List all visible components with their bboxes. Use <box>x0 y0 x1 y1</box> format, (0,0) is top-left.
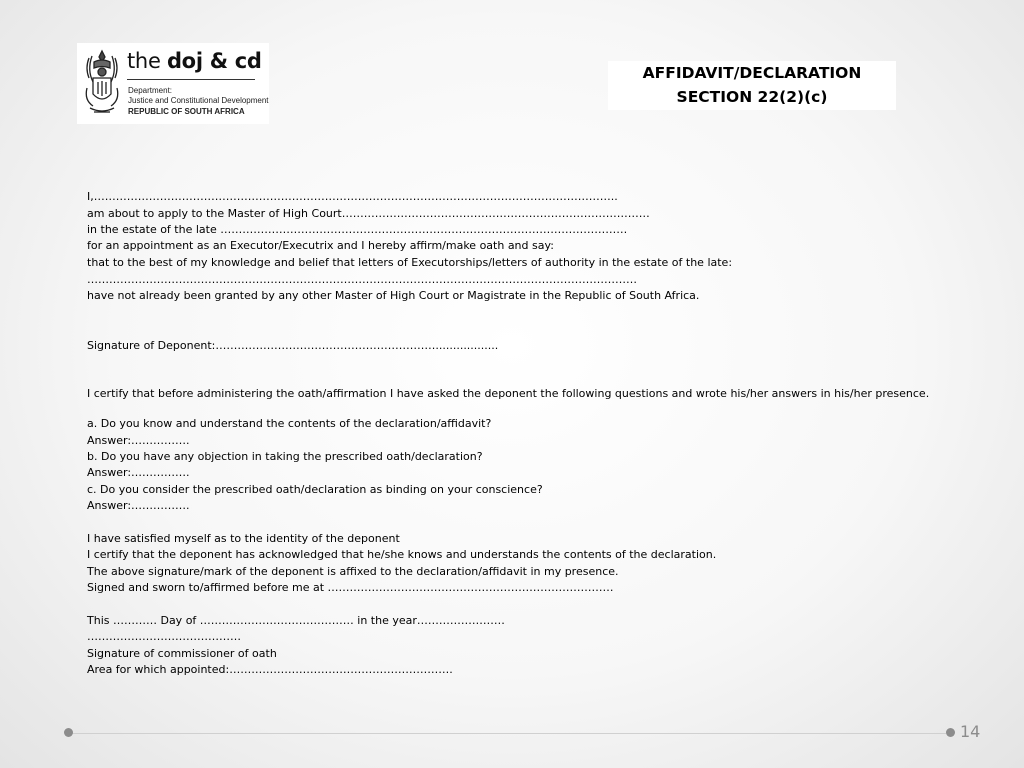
not-granted-line: have not already been granted by any other Master of High Court or Magistrate in the Republic of South Africa. <box>87 289 700 302</box>
logo-title: the doj & cd <box>127 49 262 73</box>
deponent-signature-line: Signature of Deponent:…………………………………………………….................. <box>87 339 499 352</box>
deponent-name-line: I,…………………………………………………………………………………………………………………………….. <box>87 190 618 203</box>
logo-divider <box>127 79 255 80</box>
identity-line: I have satisfied myself as to the identity of the deponent <box>87 532 400 545</box>
signed-sworn-line: Signed and sworn to/affirmed before me at …………………………………………………………………… <box>87 581 614 594</box>
footer-bullet-right-icon <box>946 728 955 737</box>
commissioner-label: Signature of commissioner of oath <box>87 647 277 660</box>
document-heading <box>608 61 896 110</box>
answer-c: Answer:……………. <box>87 499 190 512</box>
answer-a: Answer:……………. <box>87 434 190 447</box>
belief-line: that to the best of my knowledge and belief that letters of Executorships/letters of authority in the estate of the late: <box>87 256 733 269</box>
question-a: a. Do you know and understand the contents of the declaration/affidavit? <box>87 417 492 430</box>
doj-logo <box>77 43 269 124</box>
page-number: 14 <box>960 722 981 741</box>
master-court-line: am about to apply to the Master of High Court………………………………………………………………………… <box>87 207 650 220</box>
logo-country: REPUBLIC OF SOUTH AFRICA <box>128 107 245 116</box>
area-appointed-line: Area for which appointed:……………………………………………………. <box>87 663 453 676</box>
heading-section: SECTION 22(2)(c) <box>676 88 828 106</box>
footer-divider <box>72 733 946 734</box>
heading-title: AFFIDAVIT/DECLARATION <box>642 64 862 82</box>
certify-statement: I certify that before administering the oath/affirmation I have asked the deponent the following questions and wrote his/her answers in his/her presence. <box>87 387 930 400</box>
logo-department-label: Department: <box>128 86 173 95</box>
logo-department-name: Justice and Constitutional Development <box>128 96 269 105</box>
answer-b: Answer:……………. <box>87 466 190 479</box>
signature-affixed-line: The above signature/mark of the deponent is affixed to the declaration/affidavit in my presence. <box>87 565 619 578</box>
appointment-line: for an appointment as an Executor/Executrix and I hereby affirm/make oath and say: <box>87 239 554 252</box>
estate-blank-line: …………………………………………………………………………………………………………………………………… <box>87 273 637 286</box>
coat-of-arms-icon <box>81 48 123 120</box>
acknowledged-line: I certify that the deponent has acknowledged that he/she knows and understands the contents of the declaration. <box>87 548 717 561</box>
date-line: This ………… Day of …………………………………… in the year…………………… <box>87 614 505 627</box>
commissioner-signature-blank: …………………………………… <box>87 630 241 643</box>
estate-line: in the estate of the late ………………………………………………………………………………………………… <box>87 223 628 236</box>
question-c: c. Do you consider the prescribed oath/declaration as binding on your conscience? <box>87 483 543 496</box>
question-b: b. Do you have any objection in taking the prescribed oath/declaration? <box>87 450 483 463</box>
footer-bullet-left-icon <box>64 728 73 737</box>
